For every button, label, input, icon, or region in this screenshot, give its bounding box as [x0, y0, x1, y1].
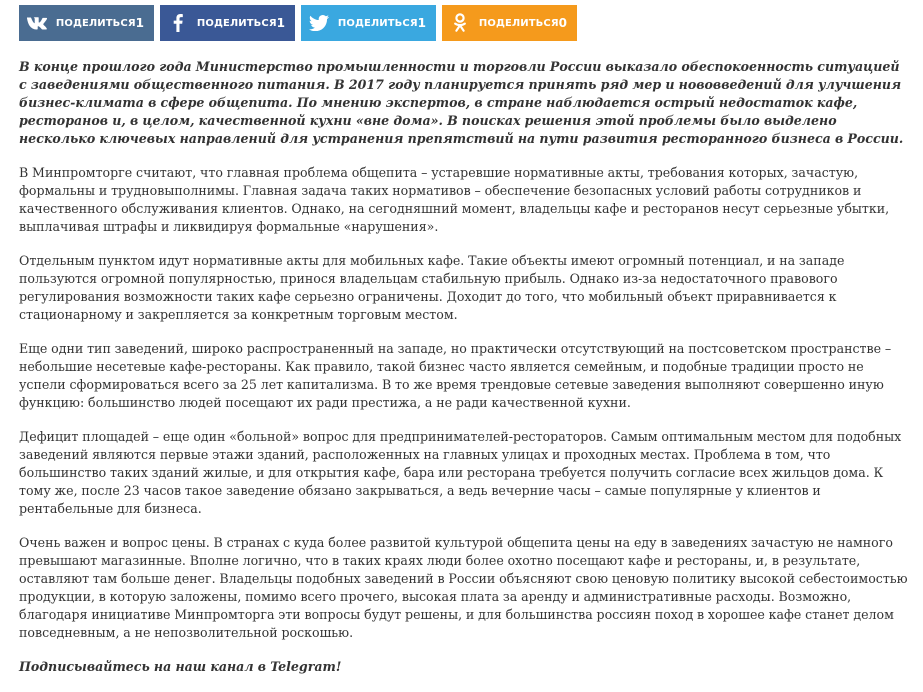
- share-count: 0: [558, 16, 567, 30]
- article-paragraph: Очень важен и вопрос цены. В странах с куда более развитой культурой общепита цены на еду в заведениях зачастую не намного превышают магазинные. Вполне логично, что в таких краях люди более охотно посещают кафе и рестораны, и, в результате, оставляют там больше денег. Владельцы подобных заведений в России объясняют свою ценовую политику высокой себестоимостью продукции, в которую заложены, помимо всего прочего, высокая плата за аренду и административные расходы. Возможно, благодаря инициативе Минпромторга эти вопросы будут решены, и для большинства россиян поход в хорошее кафе станет делом повседневным, а не непозволительной роскошью.: [19, 535, 908, 640]
- vk-icon: [19, 16, 56, 30]
- odnoklassniki-icon: [442, 13, 479, 33]
- telegram-subscribe-link[interactable]: Подписывайтесь на наш канал в Telegram!: [19, 659, 342, 674]
- facebook-icon: [160, 14, 197, 32]
- share-button-facebook[interactable]: [160, 5, 295, 41]
- share-label: ПОДЕЛИТЬСЯ: [337, 17, 418, 29]
- article-paragraph: Отдельным пунктом идут нормативные акты для мобильных кафе. Такие объекты имеют огромный потенциал, и на западе пользуются огромной популярностью, принося владельцам стабильную прибыль. Однако из-за недостаточного правового регулирования возможности таких кафе серьезно ограничены. Доходит до того, что мобильный объект приравнивается к стационарному и закрепляется за конкретным торговым местом.: [19, 253, 845, 322]
- share-label: ПОДЕЛИТЬСЯ: [196, 17, 277, 29]
- article-paragraph: Дефицит площадей – еще один «больной» вопрос для предпринимателей-рестораторов. Самым оптимальным местом для подобных заведений являются первые этажи зданий, расположенных на главных улицах и проходных местах. Проблема в том, что большинство таких зданий жилые, и для открытия кафе, бара или ресторана требуется получить согласие всех жильцов дома. К тому же, после 23 часов такое заведение обязано закрываться, а ведь вечерние часы – самые популярные у клиентов и рентабельные для бизнеса.: [19, 429, 902, 516]
- share-count: 1: [417, 16, 426, 30]
- share-button-vk[interactable]: [19, 5, 154, 41]
- article-paragraph: Еще одни тип заведений, широко распространенный на западе, но практически отсутствующий на постсоветском пространстве – небольшие несетевые кафе-рестораны. Как правило, такой бизнес часто является семейным, и подобные традиции просто не успели сформироваться всего за 25 лет капитализма. В то же время трендовые сетевые заведения выполняют совершенно иную функцию: большинство людей посещают их ради престижа, а не ради качественной кухни.: [19, 341, 892, 410]
- share-button-twitter[interactable]: [301, 5, 436, 41]
- share-label: ПОДЕЛИТЬСЯ: [55, 17, 136, 29]
- article-lead: В конце прошлого года Министерство промышленности и торговли России выказало обеспокоенность ситуацией с заведениями общественного питания. В 2017 году планируется принять ряд мер и нововведений для улучшения бизнес-климата в сфере общепита. По мнению экспертов, в стране наблюдается острый недостаток кафе, ресторанов и, в целом, качественной кухни «вне дома». В поисках решения этой проблемы было выделено несколько ключевых направлений для устранения препятствий на пути развития ресторанного бизнеса в России.: [19, 59, 904, 146]
- share-button-odnoklassniki[interactable]: [442, 5, 577, 41]
- share-bar: [19, 5, 577, 41]
- article-paragraph: В Минпромторге считают, что главная проблема общепита – устаревшие нормативные акты, требования которых, зачастую, формальны и трудновыполнимы. Главная задача таких нормативов – обеспечение безопасных условий работы сотрудников и качественного обслуживания клиентов. Однако, на сегодняшний момент, владельцы кафе и ресторанов несут серьезные убытки, выплачивая штрафы и ликвидируя формальные «нарушения».: [19, 165, 890, 234]
- share-count: 1: [135, 16, 144, 30]
- article-body: [19, 58, 911, 692]
- twitter-icon: [301, 15, 338, 31]
- share-label: ПОДЕЛИТЬСЯ: [478, 17, 559, 29]
- share-count: 1: [276, 16, 285, 30]
